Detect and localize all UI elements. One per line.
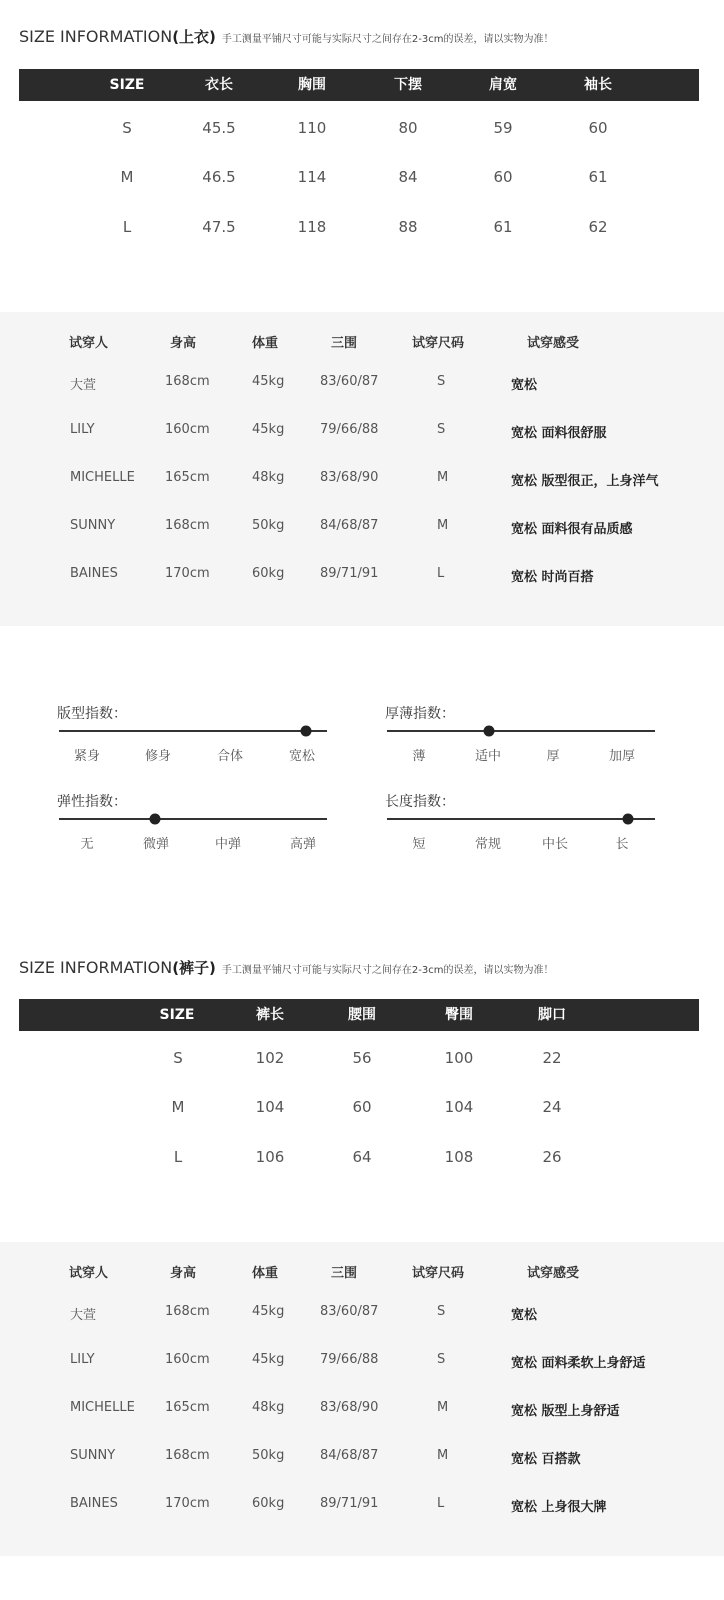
index-label: 紧身: [73, 749, 101, 764]
fitting-cell: MICHELLE: [70, 470, 135, 485]
index-marker: [483, 726, 494, 737]
fitting-header: 试穿人: [69, 1266, 109, 1281]
fitting-cell: 60kg: [252, 1496, 285, 1511]
table-cell: 104: [255, 1098, 285, 1116]
index-marker: [300, 726, 311, 737]
table-cell: 26: [542, 1148, 562, 1166]
fitting-feeling: 宽松 面料很舒服: [511, 426, 607, 441]
index-label: 加厚: [608, 749, 636, 764]
top-size-heading: [19, 26, 554, 56]
top-size-header-bar: [19, 69, 699, 101]
heading-category: (裤子): [172, 959, 216, 977]
fitting-cell: 大萱: [70, 1308, 97, 1323]
index-label: 中长: [541, 837, 569, 852]
table-cell: 61: [493, 218, 513, 236]
fitting-header: 试穿感受: [527, 1266, 580, 1281]
table-cell: S: [122, 119, 132, 137]
fitting-cell: 83/60/87: [320, 1304, 379, 1319]
table-cell: 60: [588, 119, 608, 137]
table-cell: 88: [398, 218, 418, 236]
fitting-cell: 170cm: [165, 1496, 210, 1511]
table-cell: S: [173, 1049, 183, 1067]
table-cell: 108: [444, 1148, 474, 1166]
col-header: 臀围: [445, 1007, 473, 1023]
index-label: 薄: [412, 749, 426, 764]
heading-title: SIZE INFORMATION: [19, 958, 173, 977]
index-label: 中弹: [214, 837, 242, 852]
fitting-cell: 168cm: [165, 1304, 210, 1319]
fitting-cell: 45kg: [252, 374, 285, 389]
bottom-size-header-bar: [19, 999, 699, 1031]
fitting-cell: 50kg: [252, 518, 285, 533]
table-cell: 104: [444, 1098, 474, 1116]
col-header: SIZE: [159, 1007, 195, 1023]
fitting-cell: SUNNY: [70, 1448, 116, 1463]
table-cell: 114: [297, 168, 327, 186]
fitting-cell: 160cm: [165, 422, 210, 437]
heading-category: (上衣): [172, 28, 216, 46]
index-label: 无: [80, 837, 94, 852]
heading-note: 手工测量平铺尺寸可能与实际尺寸之间存在2-3cm的误差，请以实物为准！: [221, 34, 554, 45]
table-cell: M: [120, 168, 134, 186]
index-track: [59, 818, 327, 820]
fitting-cell: LILY: [70, 422, 95, 437]
fitting-header: 身高: [170, 1266, 197, 1281]
fitting-header: 试穿尺码: [412, 1266, 465, 1281]
fitting-header: 三围: [331, 1266, 358, 1281]
index-label: 适中: [474, 749, 502, 764]
fitting-cell: 165cm: [165, 1400, 210, 1415]
index-label: 修身: [144, 749, 172, 764]
fitting-cell: 45kg: [252, 1304, 285, 1319]
index-track: [59, 730, 327, 732]
table-cell: M: [171, 1098, 185, 1116]
fitting-feeling: 宽松 时尚百搭: [511, 570, 594, 585]
index-marker: [623, 814, 634, 825]
fitting-cell: 60kg: [252, 566, 285, 581]
col-header: 腰围: [348, 1007, 376, 1023]
fitting-cell: 89/71/91: [320, 566, 379, 581]
fitting-header: 体重: [252, 1266, 279, 1281]
fitting-cell: 84/68/87: [320, 518, 379, 533]
index-label: 合体: [216, 749, 244, 764]
fitting-cell: 83/68/90: [320, 470, 379, 485]
table-cell: 110: [297, 119, 327, 137]
fitting-cell: L: [437, 1496, 445, 1511]
table-cell: 56: [352, 1049, 372, 1067]
fitting-cell: MICHELLE: [70, 1400, 135, 1415]
fitting-cell: S: [437, 1304, 446, 1319]
fitting-feeling: 宽松 版型很正，上身洋气: [511, 474, 659, 489]
fitting-cell: 45kg: [252, 422, 285, 437]
col-header: 胸围: [298, 77, 326, 93]
index-title: 弹性指数：: [57, 794, 127, 810]
table-cell: 118: [297, 218, 327, 236]
fitting-cell: 48kg: [252, 1400, 285, 1415]
fitting-cell: S: [437, 374, 446, 389]
col-header: 脚口: [538, 1007, 566, 1023]
table-cell: 60: [352, 1098, 372, 1116]
fitting-cell: 89/71/91: [320, 1496, 379, 1511]
index-label: 高弹: [289, 837, 317, 852]
fitting-cell: M: [437, 1448, 449, 1463]
index-label: 长: [615, 837, 629, 852]
fitting-cell: 168cm: [165, 1448, 210, 1463]
table-cell: 24: [542, 1098, 562, 1116]
table-cell: 60: [493, 168, 513, 186]
fitting-header: 试穿人: [69, 336, 109, 351]
table-cell: 100: [444, 1049, 474, 1067]
fitting-cell: 83/60/87: [320, 374, 379, 389]
bottom-size-heading: [19, 957, 554, 987]
top-fitting-table: [0, 312, 724, 626]
fitting-cell: 160cm: [165, 1352, 210, 1367]
fitting-header: 体重: [252, 336, 279, 351]
fitting-cell: M: [437, 1400, 449, 1415]
fitting-cell: S: [437, 1352, 446, 1367]
table-cell: 106: [255, 1148, 285, 1166]
fitting-cell: M: [437, 518, 449, 533]
fitting-header: 试穿感受: [527, 336, 580, 351]
fitting-cell: 168cm: [165, 374, 210, 389]
fitting-cell: BAINES: [70, 566, 118, 581]
fitting-cell: 170cm: [165, 566, 210, 581]
index-label: 短: [412, 837, 426, 852]
index-label: 厚: [546, 749, 560, 764]
fitting-cell: 79/66/88: [320, 422, 379, 437]
table-cell: L: [173, 1148, 183, 1166]
heading-title: SIZE INFORMATION: [19, 27, 173, 46]
col-header: 下摆: [394, 77, 422, 93]
table-cell: 59: [493, 119, 513, 137]
table-cell: 46.5: [202, 168, 236, 186]
index-track: [387, 818, 655, 820]
table-cell: 61: [588, 168, 608, 186]
table-cell: 62: [588, 218, 608, 236]
col-header: 衣长: [205, 77, 233, 93]
fitting-feeling: 宽松 百搭款: [511, 1452, 581, 1467]
col-header: 肩宽: [489, 77, 517, 93]
index-label: 常规: [474, 837, 502, 852]
fitting-feeling: 宽松: [511, 1308, 538, 1323]
heading-note: 手工测量平铺尺寸可能与实际尺寸之间存在2-3cm的误差，请以实物为准！: [221, 965, 554, 976]
fitting-cell: BAINES: [70, 1496, 118, 1511]
bottom-fitting-table: [0, 1242, 724, 1556]
fitting-cell: M: [437, 470, 449, 485]
fitting-cell: SUNNY: [70, 518, 116, 533]
col-header: 裤长: [256, 1007, 284, 1023]
index-marker: [150, 814, 161, 825]
fitting-cell: 84/68/87: [320, 1448, 379, 1463]
fitting-feeling: 宽松 版型上身舒适: [511, 1404, 620, 1419]
table-cell: 45.5: [202, 119, 236, 137]
table-cell: 22: [542, 1049, 562, 1067]
index-label: 微弹: [142, 837, 170, 852]
index-title: 厚薄指数：: [385, 706, 455, 722]
fitting-header: 身高: [170, 336, 197, 351]
index-track: [387, 730, 655, 732]
fitting-cell: 45kg: [252, 1352, 285, 1367]
col-header: 袖长: [584, 77, 612, 93]
index-title: 版型指数：: [57, 706, 127, 722]
fitting-feeling: 宽松 面料很有品质感: [511, 522, 633, 537]
table-cell: 80: [398, 119, 418, 137]
fitting-feeling: 宽松 上身很大牌: [511, 1500, 607, 1515]
fitting-cell: L: [437, 566, 445, 581]
fitting-feeling: 宽松 面料柔软上身舒适: [511, 1356, 646, 1371]
table-cell: L: [122, 218, 132, 236]
fitting-cell: 79/66/88: [320, 1352, 379, 1367]
fitting-cell: 50kg: [252, 1448, 285, 1463]
fitting-header: 试穿尺码: [412, 336, 465, 351]
fitting-cell: 大萱: [70, 378, 97, 393]
table-cell: 47.5: [202, 218, 236, 236]
table-cell: 102: [255, 1049, 285, 1067]
fitting-cell: 168cm: [165, 518, 210, 533]
fitting-cell: LILY: [70, 1352, 95, 1367]
fitting-cell: 83/68/90: [320, 1400, 379, 1415]
fitting-cell: 48kg: [252, 470, 285, 485]
index-title: 长度指数：: [385, 794, 455, 810]
table-cell: 84: [398, 168, 418, 186]
table-cell: 64: [352, 1148, 372, 1166]
index-label: 宽松: [288, 749, 316, 764]
fitting-cell: 165cm: [165, 470, 210, 485]
fitting-header: 三围: [331, 336, 358, 351]
fitting-feeling: 宽松: [511, 378, 538, 393]
col-header: SIZE: [109, 77, 145, 93]
fitting-cell: S: [437, 422, 446, 437]
